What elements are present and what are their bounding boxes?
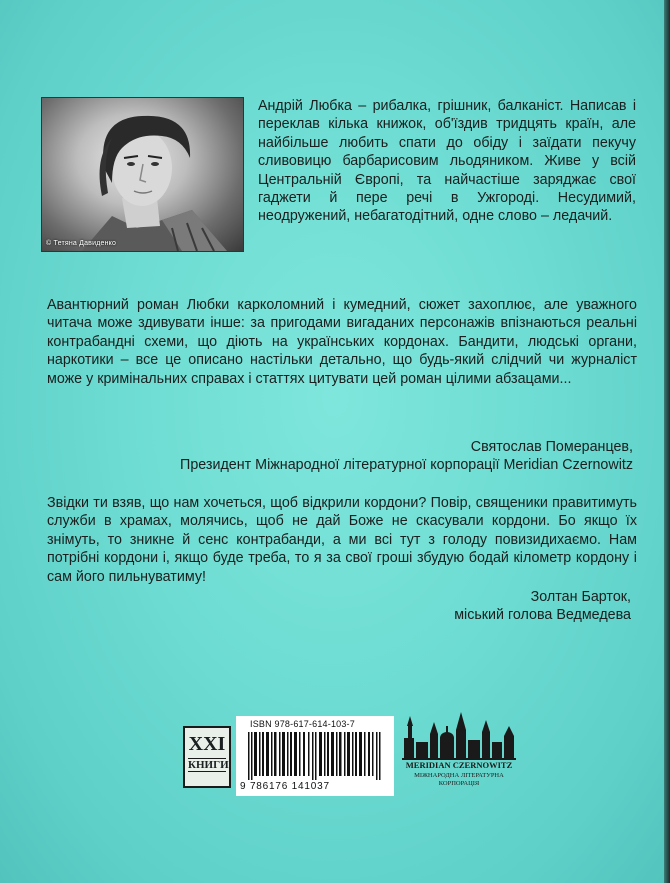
partner-name: MERIDIAN CZERNOWITZ [405, 760, 513, 770]
author-portrait-graphic [42, 98, 243, 251]
quote-author-title: міський голова Ведмедева [454, 607, 631, 624]
partner-subtitle-line1: МІЖНАРОДНА ЛІТЕРАТУРНА [414, 772, 504, 779]
publisher-logo-word: КНИГИ [188, 759, 229, 771]
review-text: Авантюрний роман Любки карколомний і кумедний, сюжет захоплює, але уважного читача може здивувати інше: за пригодами вигаданих персонажів впізнаються реальні контрабандні схеми, що діють на українських кордонах. Бандити, людські органи, наркотики – все це описано настільки детально, що будь-який слідчий чи журналіст може у кримінальних справах і статтях цитувати цей роман цілими абзацами... [47, 297, 637, 387]
quote-signature [47, 588, 631, 625]
author-photo [41, 97, 244, 252]
partner-subtitle-line2: КОРПОРАЦІЯ [438, 779, 480, 787]
isbn-label: ISBN 978-617-614-103-7 [250, 719, 355, 729]
author-bio: Андрій Любка – рибалка, грішник, балканіст. Написав і переклав кілька книжок, об'їздив тридцять країн, але найбільше любить спати до обіду і заїдати пекучу сливовицю барбарисовим льодяником. Живе у всій Центральній Європі, та найчастіше заряджає свої гаджети й пере речі в Ужгороді. Несудимий, неодружений, небагатодітний, одне слово – ледачий. [258, 98, 636, 225]
partner-logo [400, 708, 518, 800]
city-skyline-icon [400, 708, 518, 760]
barcode-icon [248, 732, 382, 780]
barcode-digits: 9 786176 141037 [240, 781, 330, 792]
quote-author: Золтан Барток, [530, 589, 631, 605]
cover-edge [664, 0, 670, 883]
publisher-logo-roman: XXI [188, 733, 226, 755]
review-author-title: Президент Міжнародної літературної корпорації Meridian Czernowitz [180, 457, 633, 474]
partner-subtitle [400, 772, 518, 787]
review-signature [47, 438, 633, 475]
photo-credit: © Тетяна Давиденко [46, 240, 117, 247]
review-author: Святослав Померанцев, [470, 439, 633, 455]
quote-text: Звідки ти взяв, що нам хочеться, щоб відкрили кордони? Повір, священики правитимуть служби в храмах, молячись, щоб не дай Боже не скасували кордони. Бо якщо їх знімуть, то зникне й сенс контрабанди, а ми всі тут з голоду повизидихаємо. Нам потрібні кордони і, якщо буде треба, то я за свої гроші збудую бодай кілометр кордону і сам його пильнуватиму! [47, 495, 637, 585]
publisher-logo [183, 726, 231, 788]
isbn-barcode [236, 716, 394, 796]
